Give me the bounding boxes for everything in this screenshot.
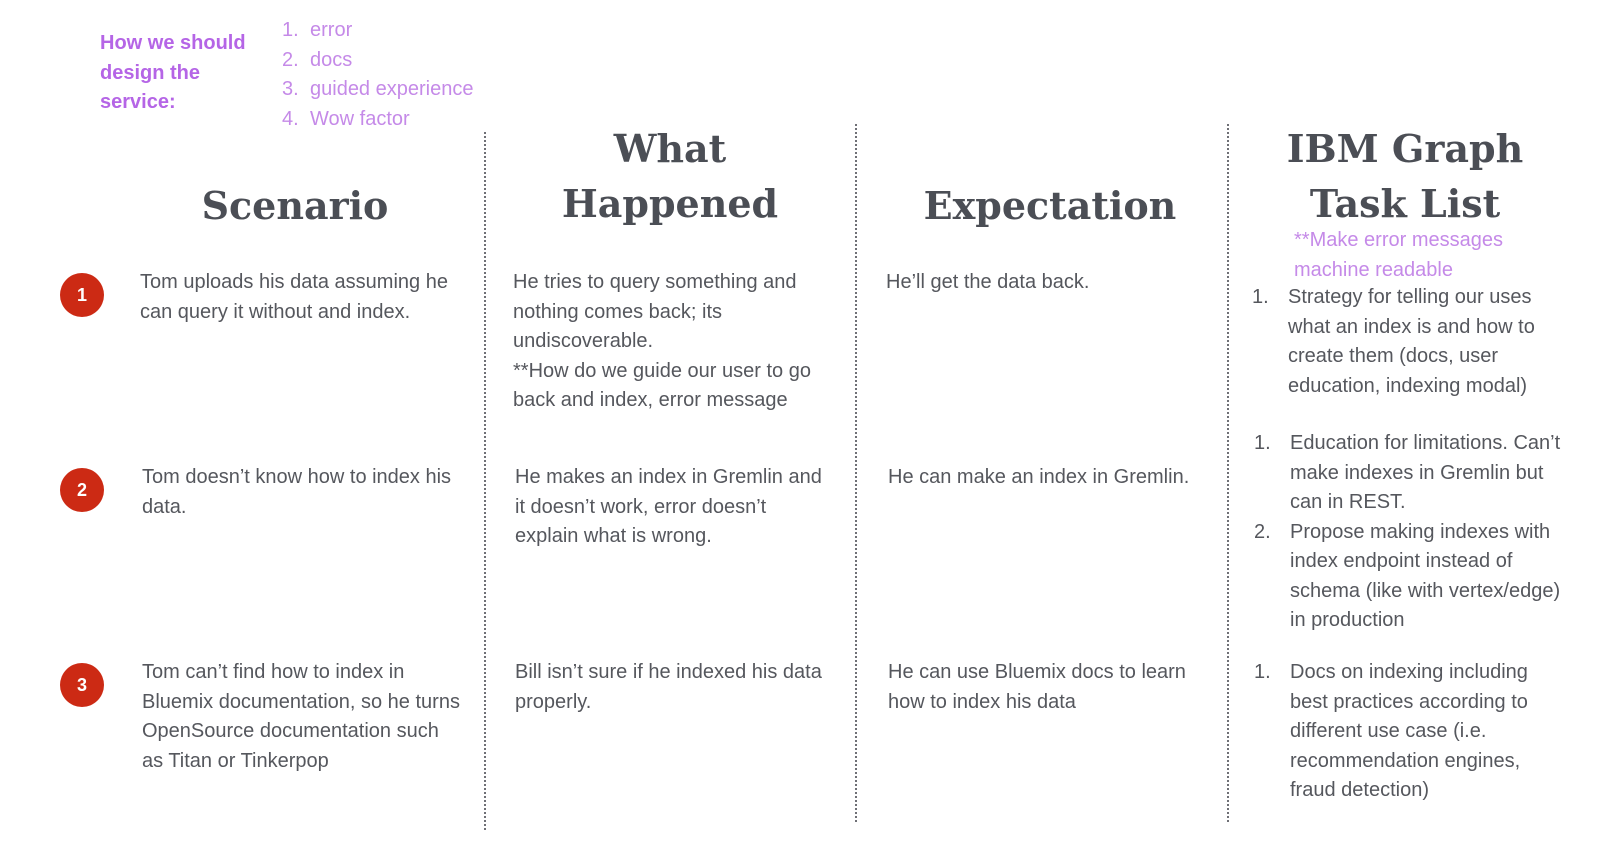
scenario-text: Tom can’t find how to index in Bluemix documentation, so he turns OpenSource documentation such as Titan or Tinkerpop [142,661,460,772]
step-badge: 2 [60,468,104,512]
task-item: 2. Propose making indexes with index endpoint instead of schema (like with vertex/edge) in production [1254,520,1561,631]
priority-item: 2. docs [282,48,353,71]
task-list-group [1254,658,1554,806]
column-divider [484,132,486,830]
scenario-text: Tom uploads his data assuming he can query it without and index. [140,271,448,323]
heading-scenario: Scenario [201,183,389,228]
priority-item: 3. guided experience [282,78,474,100]
expectation-text: He can use Bluemix docs to learn how to index his data [888,661,1186,713]
expectation-text: He’ll get the data back. [886,271,1090,293]
heading-what-happened: What Happened [561,126,779,226]
column-divider [855,124,857,822]
what-happened-text: He tries to query something and nothing comes back; its undiscoverable. **How do we guide our user to go back and index, error message [513,268,833,416]
task-item: 1. Docs on indexing including best practices according to different use case (i.e. recommendation engines, fraud detection) [1254,661,1528,801]
step-badge: 3 [60,663,104,707]
priority-item: 4. Wow factor [282,107,410,130]
scenario-text: Tom doesn’t know how to index his data. [142,466,452,518]
what-happened-text: Bill isn’t sure if he indexed his data properly. [515,661,822,713]
expectation-text: He can make an index in Gremlin. [888,466,1190,488]
task-item: 1. Strategy for telling our uses what an index is and how to create them (docs, user education, indexing modal) [1252,286,1535,397]
priority-item: 1. error [282,19,353,41]
task-list-group [1252,283,1562,401]
intro-label: How we should design the service: [100,32,246,113]
task-note: **Make error messages machine readable [1294,229,1503,281]
step-badge: 1 [60,273,104,317]
heading-expectation: Expectation [923,183,1177,228]
task-item: 1. Education for limitations. Can’t make indexes in Gremlin but can in REST. [1254,432,1561,513]
priority-list [282,16,473,134]
task-list-group [1254,429,1570,636]
what-happened-note: **How do we guide our user to go back and index, error message [513,359,811,411]
what-happened-text: He makes an index in Gremlin and it doesn’t work, error doesn’t explain what is wrong. [515,466,822,547]
column-divider [1227,124,1229,822]
heading-task-list: IBM Graph Task List [1286,126,1524,226]
